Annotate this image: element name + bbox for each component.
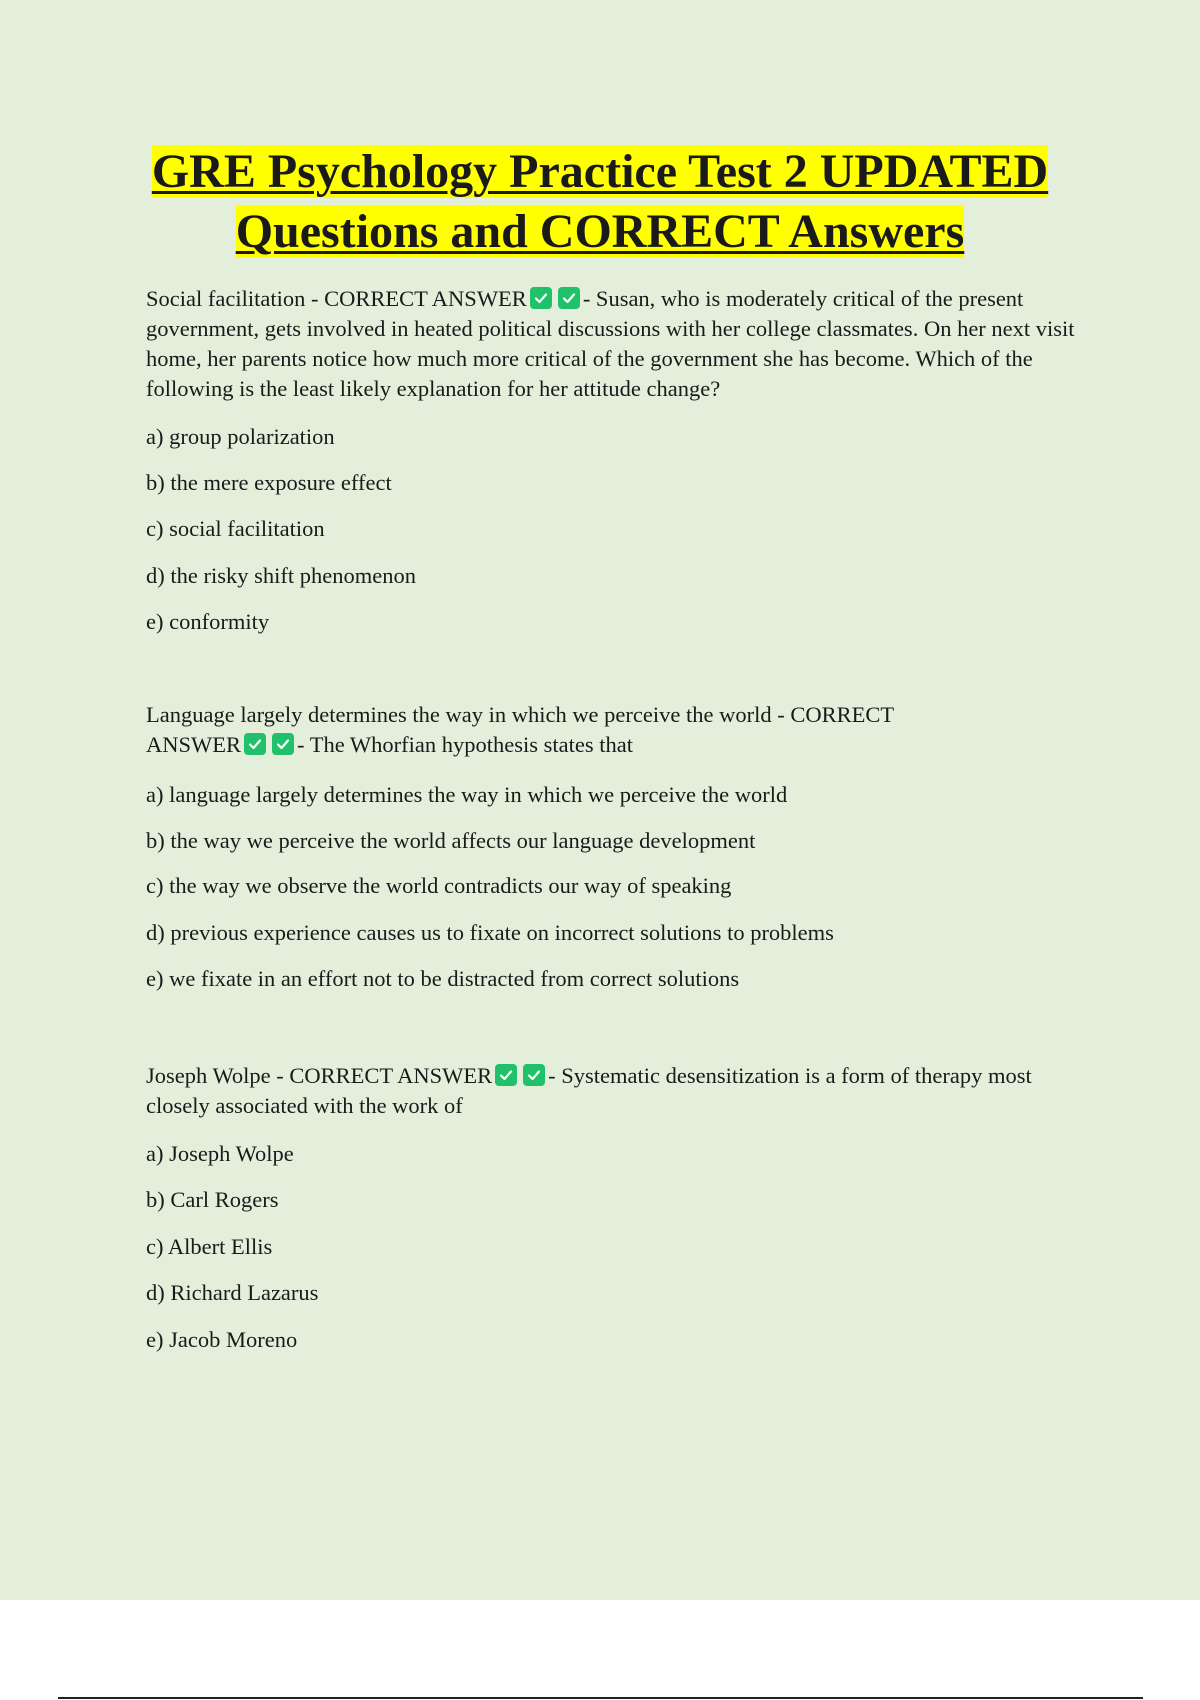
option-d: d) the risky shift phenomenon bbox=[146, 563, 416, 588]
check-mark-icon bbox=[495, 1064, 517, 1086]
question-block-1 bbox=[146, 284, 1096, 634]
option-b: b) the mere exposure effect bbox=[146, 470, 392, 495]
check-mark-icon bbox=[272, 733, 294, 755]
option-c: c) the way we observe the world contradicts our way of speaking bbox=[146, 873, 732, 898]
option-d: d) previous experience causes us to fixate on incorrect solutions to problems bbox=[146, 920, 834, 945]
option-a: a) language largely determines the way in which we perceive the world bbox=[146, 782, 788, 807]
footer-divider bbox=[58, 1697, 1143, 1699]
option-d: d) Richard Lazarus bbox=[146, 1280, 319, 1305]
question-body: - Susan, who is moderately critical of the present government, gets involved in heated political discussions with her college classmates. On her next visit home, her parents notice how much more critical of the government she has become. Which of the following is the least likely explanation for her attitude change? bbox=[146, 286, 1075, 401]
option-c: c) social facilitation bbox=[146, 516, 325, 541]
answer-prefix: Joseph Wolpe - CORRECT ANSWER bbox=[146, 1063, 493, 1088]
question-text bbox=[146, 700, 976, 760]
question-body: - Systematic desensitization is a form of therapy most closely associated with the work of bbox=[146, 1063, 1032, 1118]
question-block-2 bbox=[146, 700, 1096, 991]
option-e: e) Jacob Moreno bbox=[146, 1327, 298, 1352]
check-mark-icon bbox=[244, 733, 266, 755]
option-a: a) group polarization bbox=[146, 424, 335, 449]
option-b: b) Carl Rogers bbox=[146, 1187, 279, 1212]
check-mark-icon bbox=[523, 1064, 545, 1086]
answer-prefix: Language largely determines the way in which we perceive the world - CORRECT ANSWER bbox=[146, 702, 894, 757]
check-mark-icon bbox=[530, 287, 552, 309]
check-mark-icon bbox=[558, 287, 580, 309]
option-b: b) the way we perceive the world affects our language development bbox=[146, 828, 756, 853]
title-line-1: GRE Psychology Practice Test 2 UPDATED bbox=[151, 145, 1049, 198]
question-block-3 bbox=[146, 1061, 1096, 1352]
document-title bbox=[0, 142, 1200, 262]
option-e: e) we fixate in an effort not to be distracted from correct solutions bbox=[146, 966, 740, 991]
title-line-2: Questions and CORRECT Answers bbox=[235, 205, 965, 258]
option-a: a) Joseph Wolpe bbox=[146, 1141, 294, 1166]
question-text bbox=[146, 1061, 1066, 1121]
option-c: c) Albert Ellis bbox=[146, 1234, 273, 1259]
question-text bbox=[146, 284, 1096, 404]
answer-prefix: Social facilitation - CORRECT ANSWER bbox=[146, 286, 527, 311]
question-body: - The Whorfian hypothesis states that bbox=[297, 732, 633, 757]
option-e: e) conformity bbox=[146, 609, 270, 634]
